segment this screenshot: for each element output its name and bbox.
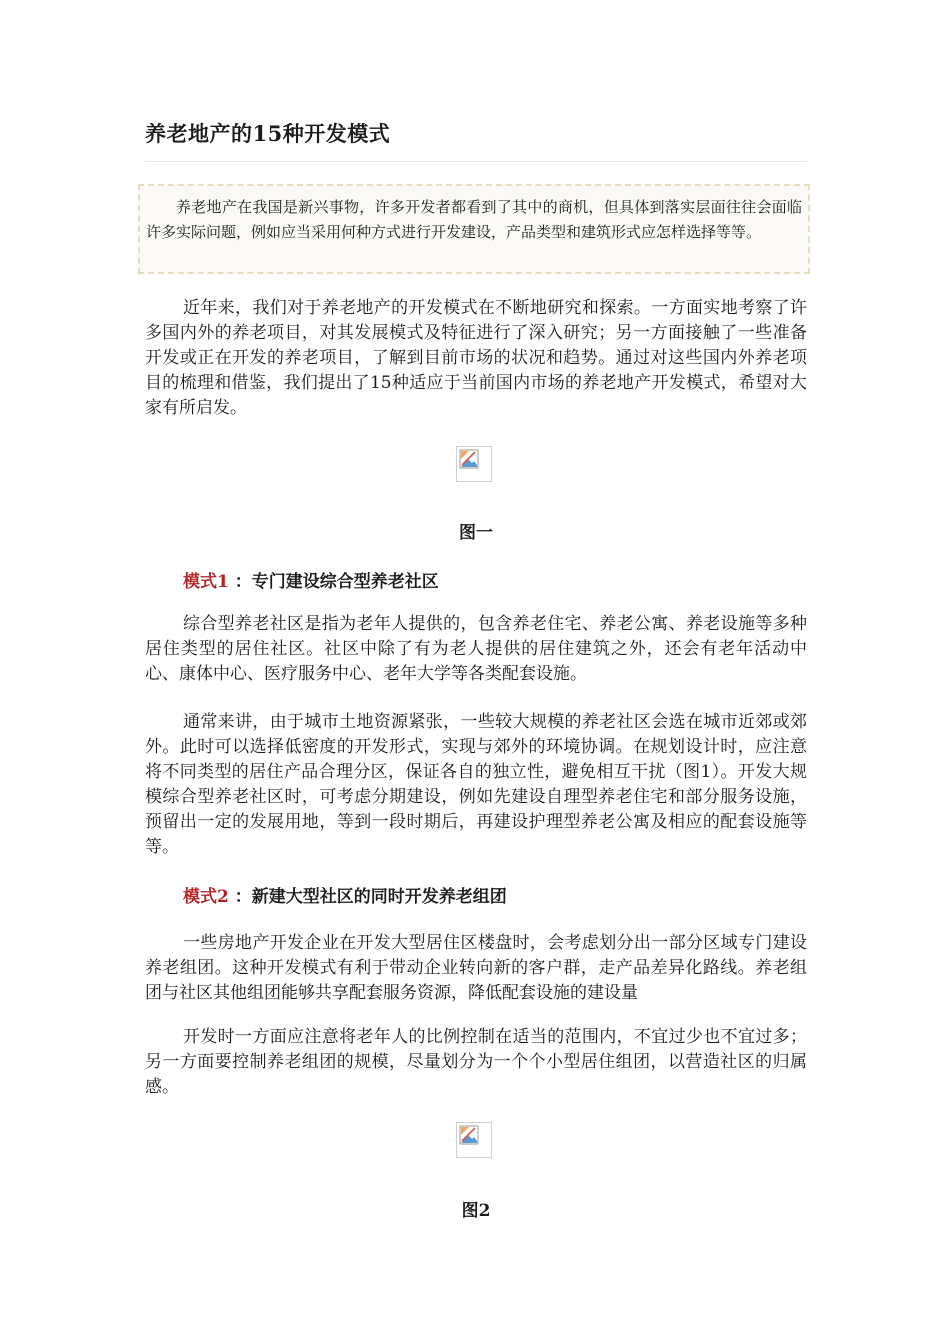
mode2-paragraph-1: 一些房地产开发企业在开发大型居住区楼盘时，会考虑划分出一部分区域专门建设养老组团。这种开发模式有利于带动企业转向新的客户群，走产品差异化路线。养老组团与社区其他组团能够共享配套服务资源，降低配套设施的建设量: [145, 933, 807, 1003]
mode1-paragraph-1: 综合型养老社区是指为老年人提供的，包含养老住宅、养老公寓、养老设施等多种居住类型的居住社区。社区中除了有为老人提供的居住建筑之外，还会有老年活动中心、康体中心、医疗服务中心、老年大学等各类配套设施。: [145, 614, 807, 684]
mode-title: ：专门建设综合型养老社区: [234, 572, 439, 592]
mode1-paragraph-2: 通常来讲，由于城市土地资源紧张，一些较大规模的养老社区会选在城市近郊或郊外。此时可以选择低密度的开发形式，实现与郊外的环境协调。在规划设计时，应注意将不同类型的居住产品合理分区，保证各自的独立性，避免相互干扰（图1）。开发大规模综合型养老社区时，可考虑分期建设，例如先建设自理型养老住宅和部分服务设施，预留出一定的发展用地，等到一段时期后，再建设护理型养老公寓及相应的配套设施等等。: [145, 712, 807, 857]
section-heading-mode1: [183, 567, 439, 592]
section-heading-mode2: [183, 882, 507, 907]
summary-box: 养老地产在我国是新兴事物，许多开发者都看到了其中的商机，但具体到落实层面往往会面临许多实际问题，例如应当采用何种方式进行开发建设，产品类型和建筑形式应怎样选择等等。: [138, 184, 810, 274]
intro-paragraph: 近年来，我们对于养老地产的开发模式在不断地研究和探索。一方面实地考察了许多国内外的养老项目，对其发展模式及特征进行了深入研究；另一方面接触了一些准备开发或正在开发的养老项目，了解到目前市场的状况和趋势。通过对这些国内外养老项目的梳理和借鉴，我们提出了15种适应于当前国内市场的养老地产开发模式，希望对大家有所启发。: [145, 298, 807, 418]
article-title: 养老地产的15种开发模式: [145, 121, 391, 146]
mode-label: 模式1: [183, 572, 229, 592]
title-divider: [145, 161, 807, 162]
mode-title: ：新建大型社区的同时开发养老组团: [234, 887, 507, 907]
mode2-paragraph-2: 开发时一方面应注意将老年人的比例控制在适当的范围内，不宜过少也不宜过多；另一方面要控制养老组团的规模，尽量划分为一个个小型居住组团，以营造社区的归属感。: [145, 1027, 807, 1097]
broken-image-icon: [456, 446, 492, 482]
mode-label: 模式2: [183, 887, 229, 907]
figure-caption: 图一: [459, 523, 493, 543]
broken-image-icon: [456, 1122, 492, 1158]
figure-caption: 图2: [461, 1201, 491, 1221]
